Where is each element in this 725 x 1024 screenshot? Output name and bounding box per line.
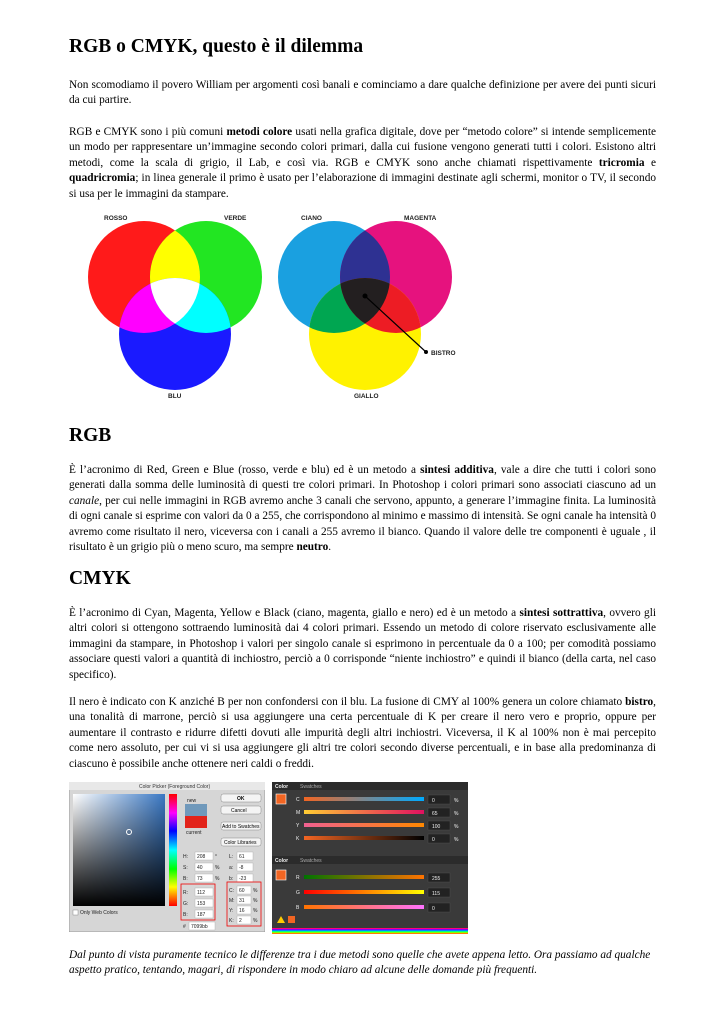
color-libraries-button[interactable] xyxy=(221,838,261,846)
field-c: 60 xyxy=(239,888,245,894)
page-title: RGB o CMYK, questo è il dilemma xyxy=(69,36,364,57)
slider-m[interactable] xyxy=(304,810,424,814)
svg-text:R: R xyxy=(296,875,300,881)
svg-text:OK: OK xyxy=(237,796,245,802)
value-r: 255 xyxy=(432,876,441,882)
svg-text:%: % xyxy=(253,918,258,924)
svg-text:%: % xyxy=(454,837,459,843)
svg-text:G:: G: xyxy=(183,901,189,907)
rgb-paragraph: È l’acronimo di Red, Green e Blue (rosso, verde e blu) ed è un metodo a sintesi additiva, vale a dire che tutti i colori sono generati dalla somma delle luminosità di questi tre colori primari. In Photoshop i colori primari sono associati ciascuno ad un canale, per cui nelle immagini in RGB avremo anche 3 canali che servono, appunto, a generare l’immagine finita. La luminosità di ogni canale si esprime con valori da 0 a 255, che corrispondono al minimo e massimo di intensità. Se ogni canale ha intensità 0 avremo come risultato il nero, viceversa con i canali a 255 avremo il bianco. Quando il valore delle tre componenti è uguale , il risultato è un grigio più o meno scuro, ma sempre neutro. xyxy=(69,464,656,554)
current-color-swatch xyxy=(185,816,207,828)
tab-swatches-2[interactable]: Swatches xyxy=(300,858,322,864)
field-hex: 7099bb xyxy=(191,924,208,930)
svg-text:B: B xyxy=(296,905,300,911)
cmyk-paragraph-2: Il nero è indicato con K anziché B per non confondersi con il blu. La fusione di CMY al 100% genera un colore chiamato bistro, una tonalità di marrone, perciò si usa aggiungere una certa percentuale di K per creare il nero vero e proprio, oppure per aumentare il contrasto e ridurre difetti dovuti alle impurità degli altri inchiostri. Viceversa, il K al 100% non è mai percepito come nero assoluto, per cui vi si usa aggiungere gli altri tre colori secondo diverse percentuali, e in base alla predominanza di ciascuno è possibile anche ottenere neri caldi o freddi. xyxy=(69,696,656,770)
slider-g[interactable] xyxy=(304,890,424,894)
slider-k[interactable] xyxy=(304,836,424,840)
add-to-swatches-button[interactable] xyxy=(221,822,261,830)
field-r: 112 xyxy=(197,890,205,896)
svg-text:H:: H: xyxy=(183,854,188,860)
svg-text:R:: R: xyxy=(183,890,188,896)
svg-text:S:: S: xyxy=(183,865,188,871)
field-m: 31 xyxy=(239,898,245,904)
label-bistro: BISTRO xyxy=(431,350,456,357)
rgb-venn-diagram xyxy=(86,212,264,402)
svg-text:K: K xyxy=(296,836,300,842)
current-label: current xyxy=(186,830,202,836)
ok-button[interactable] xyxy=(221,794,261,802)
intro-paragraph: Non scomodiamo il povero William per argomenti così banali e cominciamo a dare qualche definizione per avere dei punti sicuri da cui partire. xyxy=(69,79,656,107)
field-h: 208 xyxy=(197,854,206,860)
svg-text:Y:: Y: xyxy=(229,908,234,914)
svg-text:Y: Y xyxy=(296,823,300,829)
tab-color-1[interactable]: Color xyxy=(275,784,289,790)
value-b: 0 xyxy=(432,906,435,912)
label-verde: VERDE xyxy=(224,215,247,222)
field-a: -8 xyxy=(239,865,244,871)
svg-text:%: % xyxy=(215,865,220,871)
hue-slider[interactable] xyxy=(169,794,177,906)
svg-text:B:: B: xyxy=(183,912,188,918)
picker-title: Color Picker (Foreground Color) xyxy=(139,784,211,790)
svg-text:K:: K: xyxy=(229,918,234,924)
slider-y[interactable] xyxy=(304,823,424,827)
svg-text:Cancel: Cancel xyxy=(231,808,247,814)
new-color-swatch xyxy=(185,804,207,816)
closing-caption: Dal punto di vista puramente tecnico le differenze tra i due metodi sono quelle che avete appena letto. Ora passiamo ad qualche aspetto pratico, tentando, magari, di rispondere in modo chiaro ad alcune delle domande più frequenti. xyxy=(69,949,651,977)
photoshop-color-picker xyxy=(69,782,265,932)
svg-text:Add to Swatches: Add to Swatches xyxy=(222,824,260,830)
svg-text:%: % xyxy=(253,908,258,914)
svg-text:%: % xyxy=(454,824,459,830)
cmyk-paragraph-1: È l’acronimo di Cyan, Magenta, Yellow e Black (ciano, magenta, giallo e nero) ed è un metodo a sintesi sottrattiva, ovvero gli altri colori si ottengono sottraendo luminosità dai 4 colori primari. Essendo un metodo di colore riservato esclusivamente alle immagini da stampare, in Photoshop i valori per singolo canale si esprimono in percentuale da 0 a 100; per comodità possiamo associare questi valori a quantità di inchiostro, perciò a 0 corrisponde “niente inchiostro” e quindi il bianco (della carta, nel caso specifico). xyxy=(69,607,656,681)
spectrum-bar[interactable] xyxy=(272,928,468,934)
gamut-swatch-icon[interactable] xyxy=(288,916,295,923)
tab-swatches-1[interactable]: Swatches xyxy=(300,784,322,790)
svg-text:Color Libraries: Color Libraries xyxy=(224,840,257,846)
svg-text:%: % xyxy=(215,876,220,882)
slider-b[interactable] xyxy=(304,905,424,909)
foreground-swatch-2[interactable] xyxy=(276,870,286,880)
svg-text:#: # xyxy=(183,924,186,930)
cmy-venn-diagram xyxy=(276,212,466,402)
svg-text:M: M xyxy=(296,810,301,816)
slider-r[interactable] xyxy=(304,875,424,879)
value-k: 0 xyxy=(432,837,435,843)
only-web-colors-label: Only Web Colors xyxy=(80,910,118,916)
svg-text:B:: B: xyxy=(183,876,188,882)
svg-text:°: ° xyxy=(215,854,217,860)
field-bv: 187 xyxy=(197,912,206,918)
foreground-swatch-1[interactable] xyxy=(276,794,286,804)
svg-text:C:: C: xyxy=(229,888,234,894)
svg-text:b:: b: xyxy=(229,876,234,882)
only-web-colors-checkbox[interactable] xyxy=(73,910,78,915)
cmyk-heading: CMYK xyxy=(69,568,131,589)
methods-paragraph: RGB e CMYK sono i più comuni metodi colore usati nella grafica digitale, dove per “metodo colore” si intende semplicemente un modo per rappresentare un’immagine secondo colori primari, dalla cui fusione vengono generati tutti i colori. Esistono altri metodi, come la scala di grigio, il Lab, e così via. RGB e CMYK sono anche chiamati rispettivamente tricromia e quadricromia; in linea generale il primo è usato per l’elaborazione di immagini destinate agli schermi, monitor o TV, il secondo si usa per le immagini da stampare. xyxy=(69,126,657,200)
field-b: 73 xyxy=(197,876,203,882)
field-k: 2 xyxy=(239,918,242,924)
value-m: 65 xyxy=(432,811,438,817)
field-y: 16 xyxy=(239,908,245,914)
field-lab-b: -23 xyxy=(239,876,247,882)
label-blu: BLU xyxy=(168,393,182,400)
label-rosso: ROSSO xyxy=(104,215,128,222)
label-giallo: GIALLO xyxy=(354,393,379,400)
value-c: 0 xyxy=(432,798,435,804)
svg-text:C: C xyxy=(296,797,300,803)
svg-text:%: % xyxy=(454,811,459,817)
svg-text:%: % xyxy=(253,898,258,904)
photoshop-color-panels xyxy=(272,782,468,934)
svg-text:%: % xyxy=(454,798,459,804)
field-l: 61 xyxy=(239,854,245,860)
value-g: 115 xyxy=(432,891,440,897)
svg-text:a:: a: xyxy=(229,865,234,871)
field-s: 40 xyxy=(197,865,203,871)
svg-text:G: G xyxy=(296,890,300,896)
rgb-heading: RGB xyxy=(69,425,112,446)
new-label: new xyxy=(187,798,197,804)
cancel-button[interactable] xyxy=(221,806,261,814)
label-magenta: MAGENTA xyxy=(404,215,437,222)
field-g: 153 xyxy=(197,901,206,907)
value-y: 100 xyxy=(432,824,441,830)
slider-c[interactable] xyxy=(304,797,424,801)
tab-color-2[interactable]: Color xyxy=(275,858,289,864)
svg-text:%: % xyxy=(253,888,258,894)
svg-text:L:: L: xyxy=(229,854,234,860)
label-ciano: CIANO xyxy=(301,215,322,222)
svg-text:M:: M: xyxy=(229,898,235,904)
